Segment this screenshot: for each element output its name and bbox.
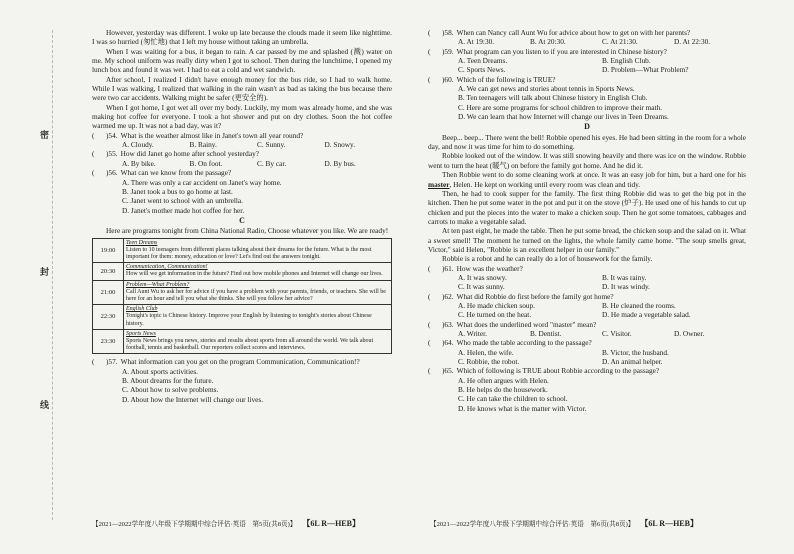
right-page-column: [428, 28, 746, 413]
option-c: C. Robbie, the robot.: [458, 357, 520, 367]
option-d: D. He made a vegetable salad.: [602, 310, 691, 320]
program-time: 23:30: [93, 329, 124, 354]
option-b: B. He cleaned the rooms.: [602, 300, 676, 310]
question-number: )54.: [106, 130, 118, 140]
option-d: D. It was windy.: [602, 282, 650, 292]
answer-bracket[interactable]: (: [428, 28, 431, 37]
program-title: English Club: [126, 306, 158, 313]
option-a: A. Writer.: [458, 329, 487, 338]
option-c: C. By car.: [257, 158, 287, 168]
question-number: )65.: [442, 366, 454, 376]
passage-d-paragraph: Robbie is a robot and he can really do a lot of housework for the family.: [442, 254, 653, 264]
question-59: [428, 47, 746, 75]
program-title: Teen Dreams: [126, 239, 158, 246]
passage-d-paragraph: Robbie looked out of the window. It was still snowing heavily and there was ice on the window. Robbie went to turn the heat (暖气) on before the family got home. And he did it.: [428, 151, 746, 170]
option-a: A. He made chicken soup.: [458, 300, 535, 310]
option-a: A. There was only a car accident on Janet's way home.: [122, 177, 282, 187]
question-text: Which of the following is TRUE?: [456, 74, 556, 84]
left-page-column: [92, 28, 392, 404]
question-number: )55.: [106, 149, 118, 159]
question-54: [92, 131, 392, 150]
question-number: )61.: [442, 263, 454, 273]
footer-text: 【2021—2022学年度八年级下学期期中综合评估·英语 第6页(共8页)】: [430, 521, 635, 528]
option-d: D. He knows what is the matter with Victor.: [458, 403, 587, 413]
passage-b-paragraph: When I got home, I got wet all over my body. Luckily, my mom was already home, and she was making hot coffee for everyone. I took a hot shower and put on dry clothes. Soon the hot coffee warmed me up. It was not a bad day, was it?: [92, 102, 392, 131]
option-c: C. It was sunny.: [458, 282, 505, 292]
question-57: [92, 357, 392, 404]
option-c: C. Here are some programs for school children to improve their math.: [458, 102, 663, 112]
option-b: B. Dentist.: [530, 329, 562, 338]
question-62: [428, 292, 746, 320]
footer-edition-tag: 【6L R—HEB】: [306, 519, 360, 528]
question-text: When can Nancy call Aunt Wu for advice about how to get on with her parents?: [456, 28, 691, 37]
option-c: C. He can take the children to school.: [458, 394, 568, 404]
option-b: B. Janet took a bus to go home at last.: [122, 186, 233, 196]
option-b: B. English Club.: [602, 56, 651, 66]
program-desc: Call Aunt Wu to ask her for advice if you have a problem with your parents, friends, or teachers. She will be here for an hour and tell you what she thinks. She will you follow her advice?: [126, 288, 386, 302]
table-row: [93, 305, 392, 330]
program-time: 20:30: [93, 263, 124, 280]
option-b: B. Ten teenagers will talk about Chinese history in English Club.: [458, 93, 648, 103]
question-text: Which of following is TRUE about Robbie according to the passage?: [456, 366, 660, 376]
option-a: A. At 19:30.: [458, 37, 495, 47]
option-b: B. It was rainy.: [602, 272, 647, 282]
program-desc: Sports News brings you news, stories and results about sports from all around the world. We talk about football, tennis and basketball. Our reporters collect scores and interviews.: [126, 338, 374, 352]
right-page-footer: [430, 518, 698, 529]
question-56: [92, 168, 392, 215]
question-text: How was the weather?: [456, 263, 523, 273]
option-a: A. Cloudy.: [122, 140, 154, 150]
question-64: [428, 338, 746, 366]
binding-dashed-line: [52, 30, 53, 520]
question-number: )58.: [442, 28, 454, 37]
option-c: C. Janet went to school with an umbrella.: [122, 196, 243, 206]
question-55: [92, 149, 392, 168]
program-cell: [124, 280, 392, 305]
footer-text: 【2021—2022学年度八年级下学期期中综合评估·英语 第5页(共8页)】: [92, 521, 297, 528]
program-desc: Tonight's topic is Chinese history. Improve your English by listening to tonight's stories about Chinese history.: [126, 313, 372, 327]
program-time: 19:00: [93, 238, 124, 263]
question-text: What information can you get on the program Communication, Communication!?: [120, 357, 360, 367]
section-heading-c: C: [239, 215, 245, 225]
question-text: What program can you listen to if you are interested in Chinese history?: [456, 46, 667, 56]
question-58: [428, 28, 746, 47]
option-b: B. About dreams for the future.: [122, 376, 214, 386]
passage-b-paragraph: After school, I realized I didn't have enough money for the bus ride, so I had to walk home. While I was walking, I realized that walking in the rain wasn't as bad as taking the bus because there were two car accidents. Walking might be safer (更安全的).: [92, 74, 392, 103]
program-title: Problem—What Problem?: [126, 281, 190, 288]
table-row: [93, 263, 392, 280]
program-title: Communication, Communication!: [126, 264, 208, 271]
question-number: )63.: [442, 319, 454, 329]
option-a: A. Helen, the wife.: [458, 347, 514, 357]
question-number: )56.: [106, 168, 118, 178]
question-number: )62.: [442, 291, 454, 301]
passage-d-paragraph: At ten past eight, he made the table. Then he put some bread, the chicken soup and the salad on it. What a sweet smell! The moment he turned on the lights, the whole family came home. "The soup smells great, Victor," said Helen, "Robbie is an excellent helper in our family.": [428, 226, 746, 254]
option-b: B. At 20:30.: [530, 37, 566, 47]
program-desc: How will we get information in the future? Find out how mobile phones and Internet will change our lives.: [126, 271, 383, 278]
footer-edition-tag: 【6L R—HEB】: [644, 519, 698, 528]
option-c: C. About how to solve problems.: [122, 385, 219, 395]
option-c: C. He turned on the heat.: [458, 310, 532, 320]
program-time: 22:30: [93, 305, 124, 330]
answer-bracket[interactable]: (: [428, 366, 431, 376]
option-c: C. At 21:30.: [602, 37, 638, 47]
question-text: What did Robbie do first before the family got home?: [456, 291, 614, 301]
answer-bracket[interactable]: (: [92, 357, 95, 367]
program-cell: [124, 238, 392, 263]
option-d: D. We can learn that how Internet will change our lives in Teen Dreams.: [458, 112, 669, 122]
option-a: A. About sports activities.: [122, 366, 199, 376]
question-number: )60.: [442, 74, 454, 84]
question-60: [428, 75, 746, 122]
option-a: A. He often argues with Helen.: [458, 375, 549, 385]
option-c: C. Visitor.: [602, 329, 632, 338]
option-d: D. Problem—What Problem?: [602, 65, 689, 75]
option-a: A. We can get news and stories about tennis in Sports News.: [458, 84, 635, 94]
answer-bracket[interactable]: (: [428, 338, 431, 348]
option-d: D. An animal helper.: [602, 357, 663, 367]
table-row: [93, 238, 392, 263]
question-63: [428, 320, 746, 339]
option-b: B. Rainy.: [189, 140, 217, 150]
option-b: B. Victor, the husband.: [602, 347, 669, 357]
option-d: D. Snowy.: [324, 140, 356, 150]
left-page-footer: [92, 518, 360, 529]
program-time: 21:00: [93, 280, 124, 305]
passage-d-paragraph: Then, he had to cook supper for the family. The first thing Robbie did was to get the big pot in the kitchen. Then he put some water in the pot and put it on the stove (炉子). He used one of his hands to cut up chicken and put the pieces into the water to make a chicken soup. Then he got some tomatoes, cabbages and carrots to make a vegetable salad.: [428, 188, 746, 226]
question-text: Who made the table according to the passage?: [456, 338, 592, 348]
passage-b-paragraph: When I was waiting for a bus, it began to rain. A car passed by me and splashed (溅) water on me. My school uniform was really dirty when I got to school. Then during the lunchtime, I opened my lunch box and found it was wet. I had to eat a cold and wet sandwich.: [92, 46, 392, 75]
answer-bracket[interactable]: (: [428, 263, 431, 273]
binding-char-feng: 封: [40, 267, 50, 277]
passage-b-paragraph: However, yesterday was different. I woke up late because the clouds made it seem like nighttime. I was so hurried (匆忙地) that I left my house without taking an umbrella.: [92, 28, 392, 47]
question-text: What is the weather almost like in Janet's town all year round?: [120, 130, 304, 140]
option-b: B. On foot.: [189, 158, 223, 168]
radio-program-table: [92, 238, 392, 355]
passage-d-paragraph-master: Then Robbie went to do some cleaning work at once. It was an easy job for him, but a hard one for his master, Helen. He kept on working until every room was clean and tidy.: [428, 170, 746, 189]
passage-c-intro: Here are programs tonight from China National Radio, Choose whatever you like. We are ready!: [106, 226, 389, 236]
question-number: )59.: [442, 46, 454, 56]
program-cell: [124, 329, 392, 354]
question-number: )57.: [106, 357, 118, 367]
option-a: A. Teen Dreams.: [458, 56, 508, 66]
program-cell: [124, 263, 392, 280]
question-text: How did Janet go home after school yesterday?: [120, 149, 259, 159]
option-a: A. It was snowy.: [458, 272, 507, 282]
binding-char-xian: 线: [40, 400, 50, 410]
option-c: C. Sports News.: [458, 65, 506, 75]
answer-bracket[interactable]: (: [92, 168, 95, 178]
answer-bracket[interactable]: (: [92, 149, 95, 159]
question-text: What does the underlined word "master" mean?: [456, 319, 597, 329]
question-61: [428, 264, 746, 292]
underlined-word-master: master: [428, 179, 450, 189]
program-desc: Listen to 10 teenagers from different places talking about their dreams for the future. What is the most important for them: money, education or love? Let's find out the answers tonight.: [126, 246, 372, 260]
option-d: D. About how the Internet will change our lives.: [122, 394, 264, 404]
answer-bracket[interactable]: (: [428, 319, 431, 329]
answer-bracket[interactable]: (: [92, 130, 95, 140]
option-a: A. By bike.: [122, 158, 156, 168]
option-c: C. Sunny.: [257, 140, 286, 150]
binding-margin: [0, 0, 60, 554]
option-d: D. Janet's mother made hot coffee for her.: [122, 205, 245, 215]
question-text: What can we know from the passage?: [120, 168, 232, 178]
question-65: [428, 366, 746, 413]
program-cell: [124, 305, 392, 330]
section-heading-d: D: [584, 122, 590, 132]
option-b: B. He helps do the housework.: [458, 385, 548, 395]
answer-bracket[interactable]: (: [428, 291, 431, 301]
answer-bracket[interactable]: (: [428, 74, 431, 84]
option-d: D. At 22:30.: [674, 37, 711, 47]
binding-char-mi: 密: [40, 130, 50, 140]
option-d: D. Owner.: [674, 329, 705, 338]
passage-d-paragraph: Beep... beep... There went the bell! Robbie opened his eyes. He had been sitting in the room for a whole day, and now it was time for him to do something.: [428, 132, 746, 152]
answer-bracket[interactable]: (: [428, 46, 431, 56]
program-title: Sports News: [126, 330, 156, 337]
table-row: [93, 280, 392, 305]
table-row: [93, 329, 392, 354]
question-number: )64.: [442, 338, 454, 348]
option-d: D. By bus.: [324, 158, 356, 168]
